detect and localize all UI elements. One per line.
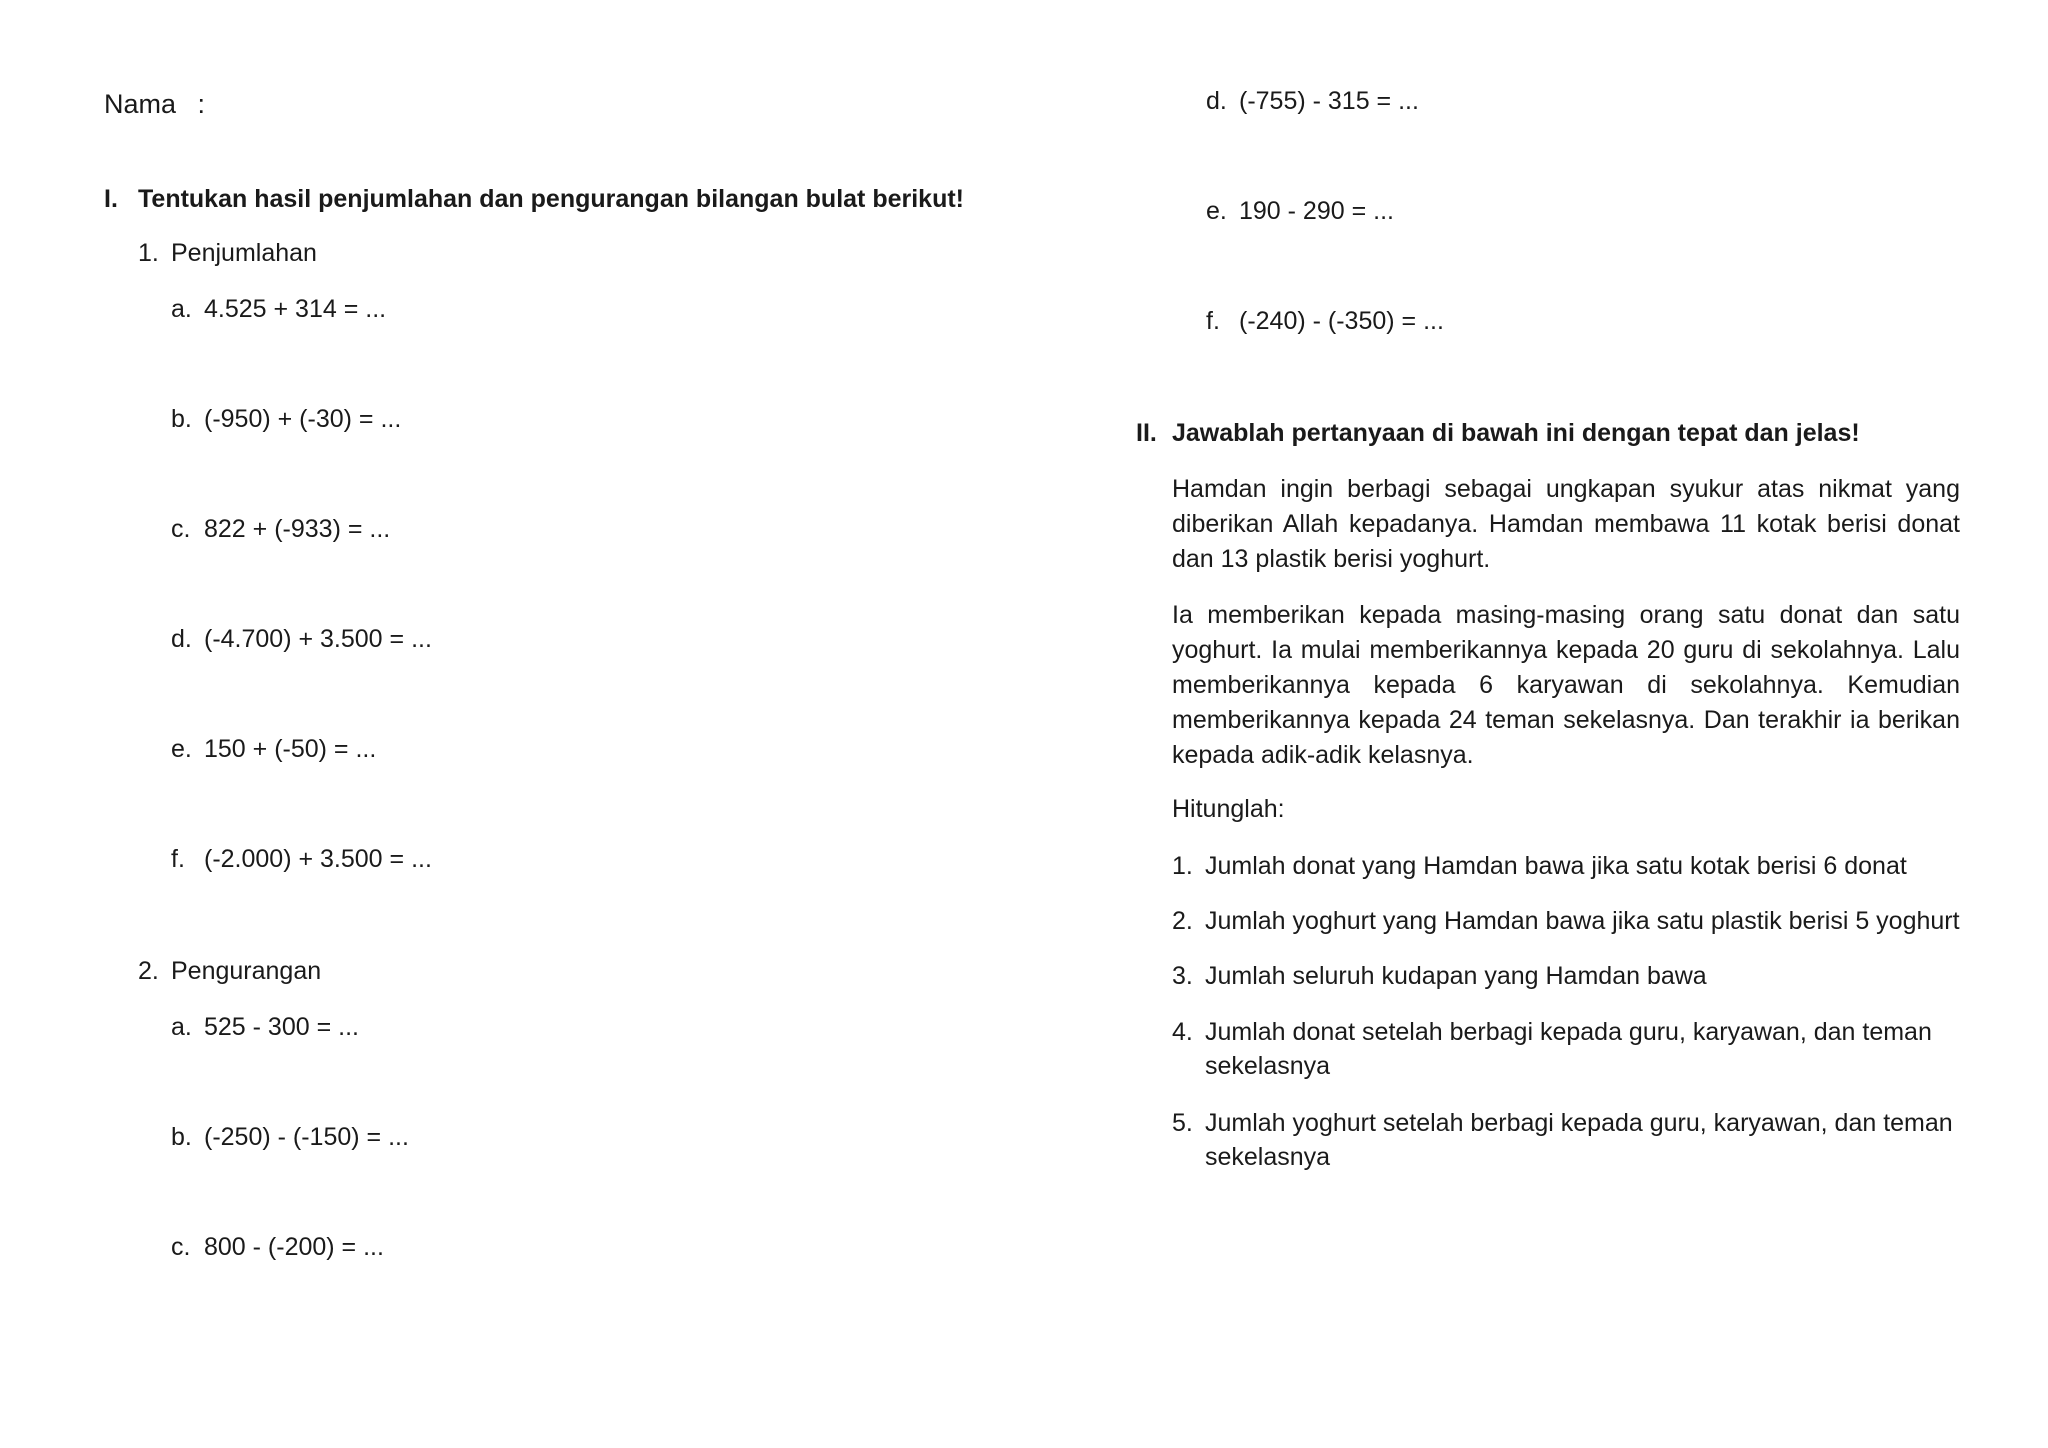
question-5	[1172, 1106, 1972, 1174]
item-letter: a.	[171, 295, 192, 323]
question-text: Jumlah donat setelah berbagi kepada guru, karyawan, dan teman sekelasnya	[1205, 1018, 1932, 1080]
part-1-number: 1.	[138, 239, 159, 267]
item-expression: (-4.700) + 3.500 = ...	[204, 625, 432, 653]
part-1-item-b	[171, 404, 401, 435]
part-1-item-e	[171, 734, 376, 765]
question-4	[1172, 1015, 1972, 1083]
item-letter: b.	[171, 1123, 192, 1151]
part-2-item-b	[171, 1122, 409, 1153]
section-1-heading	[104, 184, 964, 215]
part-1-item-f	[171, 844, 432, 875]
part-2-item-f	[1206, 306, 1444, 337]
part-2-number: 2.	[138, 957, 159, 985]
section-2-numeral: II.	[1136, 419, 1157, 447]
item-expression: (-755) - 315 = ...	[1239, 87, 1419, 115]
part-2-heading	[138, 956, 321, 987]
question-number: 4.	[1172, 1018, 1193, 1046]
name-colon: :	[197, 89, 206, 119]
question-text: Jumlah yoghurt setelah berbagi kepada guru, karyawan, dan teman sekelasnya	[1205, 1109, 1953, 1171]
item-expression: 150 + (-50) = ...	[204, 735, 377, 763]
question-text: Jumlah seluruh kudapan yang Hamdan bawa	[1205, 962, 1707, 990]
section-1-title: Tentukan hasil penjumlahan dan pengurangan bilangan bulat berikut!	[138, 185, 965, 213]
item-expression: (-2.000) + 3.500 = ...	[204, 845, 432, 873]
item-letter: c.	[171, 515, 191, 543]
question-1	[1172, 849, 1972, 883]
story-paragraph-1: Hamdan ingin berbagi sebagai ungkapan syukur atas nikmat yang diberikan Allah kepadanya. Hamdan membawa 11 kotak berisi donat dan 13 plastik berisi yoghurt.	[1172, 475, 1960, 573]
item-expression: 525 - 300 = ...	[204, 1013, 359, 1041]
item-expression: (-250) - (-150) = ...	[204, 1123, 409, 1151]
section-1-numeral: I.	[104, 185, 118, 213]
item-expression: 800 - (-200) = ...	[204, 1233, 384, 1261]
item-letter: a.	[171, 1013, 192, 1041]
item-letter: d.	[171, 625, 192, 653]
item-letter: f.	[171, 845, 185, 873]
part-2-item-e	[1206, 196, 1394, 227]
question-2	[1172, 904, 1972, 938]
item-expression: (-240) - (-350) = ...	[1239, 307, 1444, 335]
section-2-heading	[1136, 418, 1860, 449]
question-text: Jumlah donat yang Hamdan bawa jika satu kotak berisi 6 donat	[1205, 852, 1907, 880]
part-1-item-a	[171, 294, 386, 325]
question-number: 5.	[1172, 1109, 1193, 1137]
question-3	[1172, 959, 1972, 993]
part-2-item-a	[171, 1012, 359, 1043]
part-2-item-c	[171, 1232, 384, 1263]
story-paragraph-2: Ia memberikan kepada masing-masing orang satu donat dan satu yoghurt. Ia mulai memberikannya kepada 20 guru di sekolahnya. Lalu memberikannya kepada 6 karyawan di sekolahnya. Kemudian memberikannya kepada 24 teman sekelasnya. Dan terakhir ia berikan kepada adik-adik kelasnya.	[1172, 601, 1960, 769]
question-number: 2.	[1172, 907, 1193, 935]
part-1-item-d	[171, 624, 432, 655]
part-1-item-c	[171, 514, 390, 545]
item-letter: e.	[1206, 197, 1227, 225]
item-letter: c.	[171, 1233, 191, 1261]
question-number: 1.	[1172, 852, 1193, 880]
item-letter: d.	[1206, 87, 1227, 115]
part-1-heading	[138, 238, 317, 269]
question-number: 3.	[1172, 962, 1193, 990]
name-field	[104, 88, 205, 122]
part-1-title: Penjumlahan	[171, 239, 317, 267]
prompt-label: Hitunglah:	[1172, 795, 1285, 823]
item-expression: 822 + (-933) = ...	[204, 515, 391, 543]
section-2-title: Jawablah pertanyaan di bawah ini dengan tepat dan jelas!	[1172, 419, 1860, 447]
question-text: Jumlah yoghurt yang Hamdan bawa jika satu plastik berisi 5 yoghurt	[1205, 907, 1960, 935]
part-2-title: Pengurangan	[171, 957, 322, 985]
item-expression: 4.525 + 314 = ...	[204, 295, 387, 323]
item-letter: b.	[171, 405, 192, 433]
part-2-item-d	[1206, 86, 1419, 117]
item-expression: 190 - 290 = ...	[1239, 197, 1394, 225]
item-expression: (-950) + (-30) = ...	[204, 405, 402, 433]
name-label: Nama	[104, 89, 177, 119]
item-letter: f.	[1206, 307, 1220, 335]
item-letter: e.	[171, 735, 192, 763]
